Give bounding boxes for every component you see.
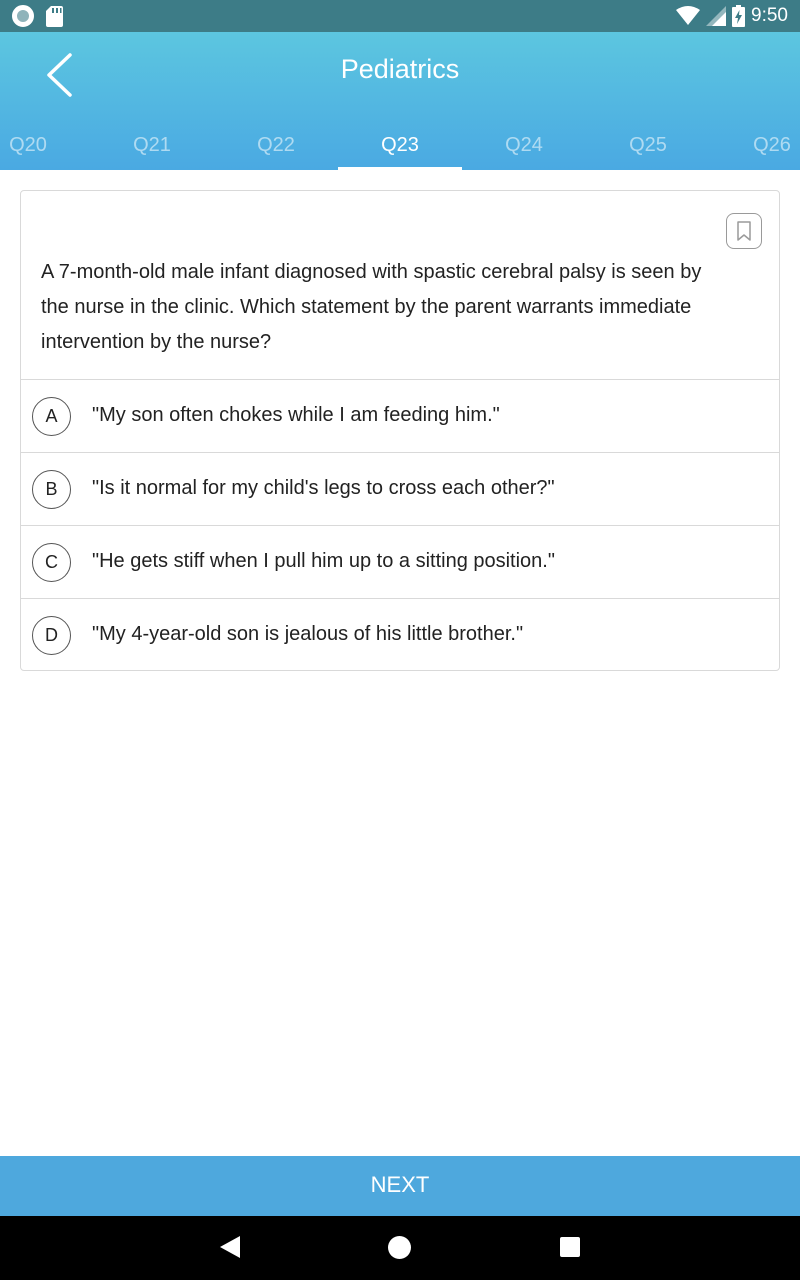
option-letter: C xyxy=(32,543,71,582)
option-letter: D xyxy=(32,616,71,655)
answer-options xyxy=(21,379,779,671)
wifi-icon xyxy=(676,6,700,26)
status-time: 9:50 xyxy=(751,5,788,26)
nav-home-icon[interactable] xyxy=(388,1236,411,1259)
battery-charging-icon xyxy=(732,5,745,27)
tab-q21[interactable]: Q21 xyxy=(133,134,171,156)
tab-q20[interactable]: Q20 xyxy=(9,134,47,156)
option-text: "My 4-year-old son is jealous of his little brother." xyxy=(92,623,524,645)
option-a[interactable] xyxy=(21,379,779,452)
nav-recent-apps-icon[interactable] xyxy=(560,1237,580,1257)
option-text: "My son often chokes while I am feeding him." xyxy=(92,404,500,426)
system-nav-bar xyxy=(0,1216,800,1280)
tab-q22[interactable]: Q22 xyxy=(257,134,295,156)
tab-q26[interactable]: Q26 xyxy=(753,134,791,156)
signal-icon xyxy=(706,6,726,26)
option-letter: B xyxy=(32,470,71,509)
page-title: Pediatrics xyxy=(340,54,460,84)
status-bar-left xyxy=(12,5,63,27)
question-card xyxy=(20,190,780,671)
option-c[interactable] xyxy=(21,525,779,598)
next-button[interactable]: NEXT xyxy=(0,1156,800,1216)
notification-circle-icon xyxy=(12,5,34,27)
option-d[interactable] xyxy=(21,598,779,671)
question-text: A 7-month-old male infant diagnosed with spastic cerebral palsy is seen by the nurse in the clinic. Which statement by the parent warrants immediate intervention by the nurse? xyxy=(41,261,702,353)
bookmark-icon xyxy=(737,221,751,241)
question-tabs xyxy=(0,120,800,170)
status-bar xyxy=(0,0,800,32)
status-bar-right xyxy=(676,0,788,32)
option-text: "Is it normal for my child's legs to cross each other?" xyxy=(92,477,555,499)
option-text: "He gets stiff when I pull him up to a sitting position." xyxy=(92,550,555,572)
tab-q23[interactable]: Q23 xyxy=(338,120,462,170)
option-b[interactable] xyxy=(21,452,779,525)
tab-q24[interactable]: Q24 xyxy=(505,134,543,156)
nav-back-icon[interactable] xyxy=(220,1236,240,1258)
tab-q25[interactable]: Q25 xyxy=(629,134,667,156)
bookmark-button[interactable] xyxy=(726,213,762,249)
option-letter: A xyxy=(32,397,71,436)
sd-card-icon xyxy=(46,6,63,27)
app-header xyxy=(0,32,800,170)
